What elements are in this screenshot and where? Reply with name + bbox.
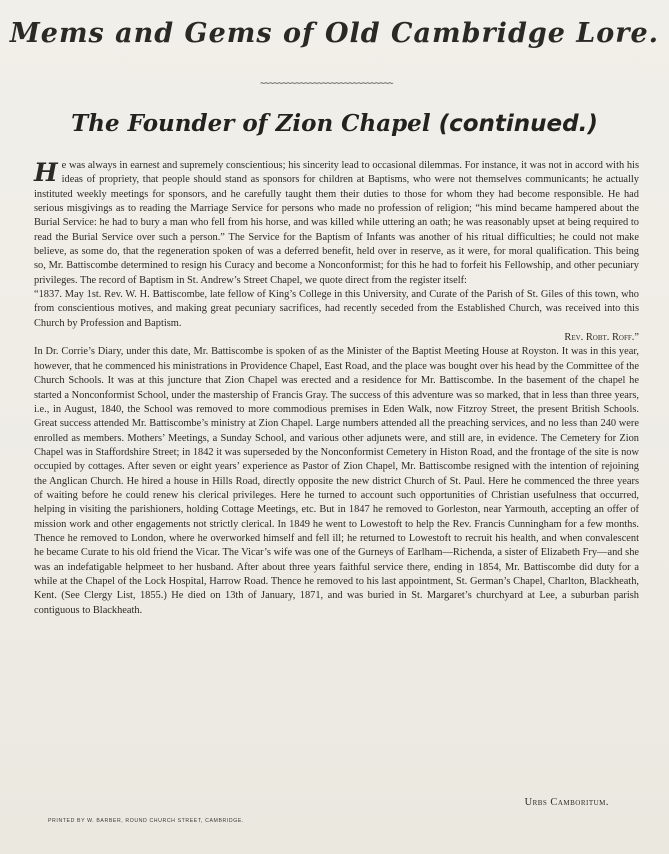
paragraph-1: [34, 159, 639, 288]
article-title-main: The Founder of Zion Chapel: [71, 110, 431, 137]
paragraph-1-text: e was always in earnest and supremely conscientious; his sincerity lead to occasional dilemmas. For instance, it was not in accord with his ideas of propriety, that people should stand as sponsors for children at Baptisms, who were not themselves communicants; he actually instituted weekly meetings for sponsors, and he carefully taught them their duties to those for whom they had become responsible. He had serious misgivings as to reading the Marriage Service for persons who made no profession of religion; “his mind became hampered about the Burial Service: he had to bury a man who fell from his horse, and was killed while uttering an oath; he was reasonably upset at being required to read the Burial Service over such a person.” The Service for the Baptism of Infants was another of his ritual difficulties; he could not make believe, as some do, that the regeneration spoken of was a deferred benefit, held over in reserve, as it were, for moral qualification. This being so, Mr. Battiscombe determined to resign his Curacy and become a Nonconformist; for this he had to forfeit his Fellowship, and other pecuniary privileges. The record of Baptism in St. Andrew’s Street Chapel, we quote direct from the register itself:: [34, 160, 639, 286]
drop-cap: H: [34, 158, 58, 187]
author-signature: Urbs Camboritum.: [524, 797, 609, 808]
decorative-divider: ~~~~~~~~~~~~~~~~~~~~~~~~~~~~~~: [260, 80, 393, 88]
article-title-suffix: (continued.): [438, 111, 598, 137]
article-title: [0, 110, 669, 137]
printer-imprint: PRINTED BY W. BARBER, ROUND CHURCH STREET, CAMBRIDGE.: [48, 818, 244, 824]
paragraph-2: In Dr. Corrie’s Diary, under this date, Mr. Battiscombe is spoken of as the Minister of the Baptist Meeting House at Royston. It was in this year, however, that he commenced his ministrations in Providence Chapel, East Road, and the place was bought over his head by the Committee of the Church Schools. It was at this juncture that Zion Chapel was erected and a residence for Mr. Battiscombe. In the basement of the chapel he started a Nonconformist School, under the mastership of Francis Gray. The success of this adventure was so marked, that in less than three years, i.e., in August, 1840, the School was removed to more commodious premises in Eden Walk, now Fitzroy Street, the present British Schools. Great success attended Mr. Battiscombe’s ministry at Zion Chapel. Large numbers attended all the preaching services, and no less than 240 were enrolled as members. Mothers’ Meetings, a Sunday School, and various other adjunets were, and still are, in evidence. The Cemetery for Zion Chapel was in Staffordshire Street; in 1842 it was superseded by the Nonconformist Cemetery in Histon Road, and the frontage of the site is now occupied by cottages. After seven or eight years’ experience as Pastor of Zion Chapel, Mr. Battiscombe resigned with the intention of rejoining the Anglican Church. He hired a house in Hills Road, directly opposite the new district Church of St. Paul. Here he commenced the three years of waiting before he could renew his clerical privileges. Here he turned to account such opportunities of Christian usefulness that occurred, helping in visiting the parishioners, holding Cottage Meetings, etc. But in 1847 he removed to Gorleston, near Yarmouth, accepting an offer of mission work and other engagements not strictly clerical. In 1849 he went to Lowestoft to help the Rev. Francis Cunningham for a few months. Thence he removed to London, where he overworked himself and fell ill; he returned to Lowestoft to recruit his health, and when convalescent he became Curate to his old friend the Vicar. The Vicar’s wife was one of the Gurneys of Earlham—Richenda, a sister of Elizabeth Fry—and she was an indefatigable helpmeet to her husband. After about three years faithful service there, ending in 1854, Mr. Battiscombe did duty for a while at the Chapel of the Lock Hospital, Harrow Road. Thence he removed to his last appointment, St. German’s Chapel, Charlton, Blackheath, Kent. (See Clergy List, 1855.) He died on 13th of January, 1871, and was buried in St. Margaret’s churchyard at Lee, a suburban parish contiguous to Blackheath.: [34, 346, 639, 616]
masthead-title: Mems and Gems of Old Cambridge Lore.: [9, 18, 660, 49]
article-body: [34, 159, 639, 618]
register-quote-signature: Rev. Robt. Roff.”: [564, 332, 639, 344]
register-quote: “1837. May 1st. Rev. W. H. Battiscombe, late fellow of King’s College in this University, and Curate of the Parish of St. Giles of this town, who from conscientious motives, and making great pecuniary sacrifices, had recently seceded from the Established Church, was received into this Church by Profession and Baptism.: [34, 289, 639, 329]
